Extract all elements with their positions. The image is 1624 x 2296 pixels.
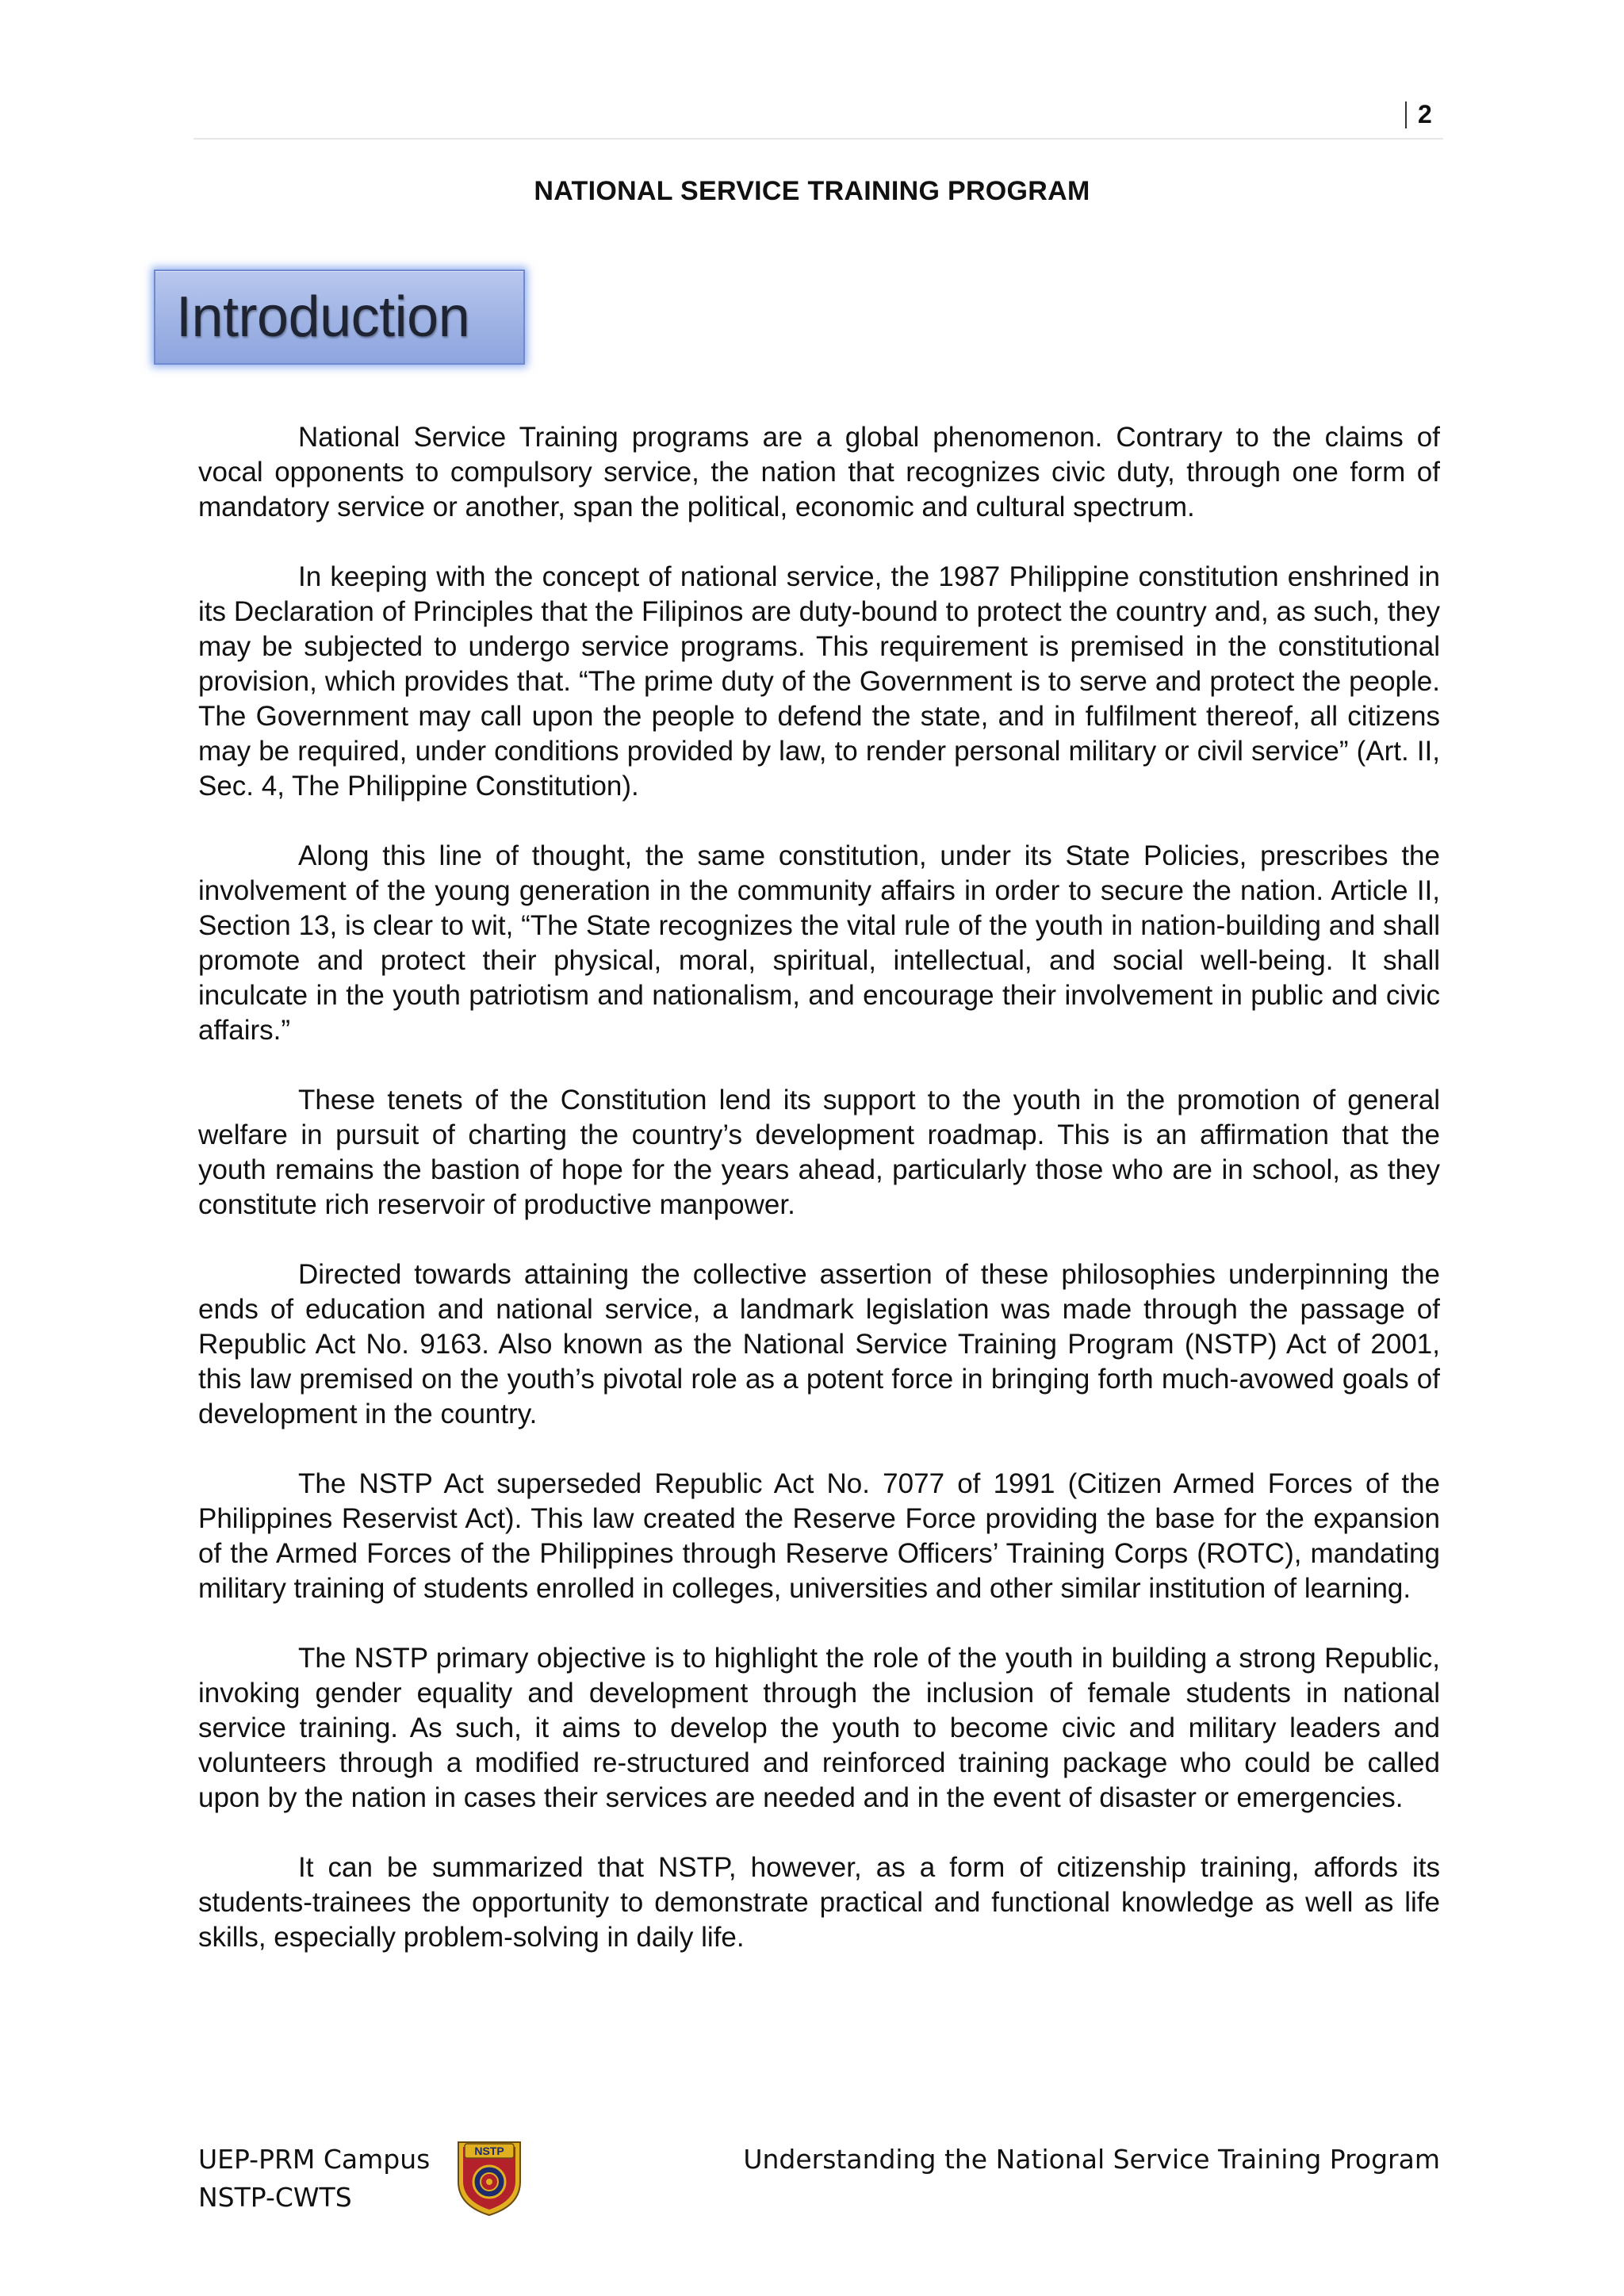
- logo-text: NSTP: [474, 2145, 504, 2157]
- paragraph: Directed towards attaining the collective assertion of these philosophies underpinning the ends of education and national service, a landmark legislation was made through the passage of Republic Act No. 9163. Also known as the National Service Training Program (NSTP) Act of 2001, this law premised on the youth’s pivotal role as a potent force in bringing forth much-avowed goals of development in the country.: [198, 1259, 1440, 1429]
- section-heading-box: [154, 270, 525, 365]
- body-text: [198, 420, 1440, 1990]
- paragraph: It can be summarized that NSTP, however, as a form of citizenship training, affords its students-trainees the opportunity to demonstrate practical and functional knowledge as well as life skills, especially problem-solving in daily life.: [198, 1852, 1440, 1953]
- paragraph: The NSTP primary objective is to highlight the role of the youth in building a strong Republic, invoking gender equality and development through the inclusion of female students in national service training. As such, it aims to develop the youth to become civic and military leaders and volunteers through a modified re-structured and reinforced training package who could be called upon by the nation in cases their services are needed and in the event of disaster or emergencies.: [198, 1643, 1440, 1813]
- paragraph: The NSTP Act superseded Republic Act No. 7077 of 1991 (Citizen Armed Forces of the Philippines Reservist Act). This law created the Reserve Force providing the base for the expansion of the Armed Forces of the Philippines through Reserve Officers’ Training Corps (ROTC), mandating military training of students enrolled in colleges, universities and other similar institution of learning.: [198, 1468, 1440, 1604]
- paragraph: These tenets of the Constitution lend its support to the youth in the promotion of general welfare in pursuit of charting the country’s development roadmap. This is an affirmation that the youth remains the bastion of hope for the years ahead, particularly those who are in school, as they constitute rich reservoir of productive manpower.: [198, 1085, 1440, 1220]
- paragraph: Along this line of thought, the same constitution, under its State Policies, prescribes the involvement of the young generation in the community affairs in order to secure the nation. Article II, Section 13, is clear to wit, “The State recognizes the vital rule of the youth in nation-building and shall promote and protect their physical, moral, spiritual, intellectual, and social well-being. It shall inculcate in the youth patriotism and nationalism, and encourage their involvement in public and civic affairs.”: [198, 840, 1440, 1046]
- footer-left: [198, 2141, 430, 2217]
- footer-document-title: Understanding the National Service Training Program: [743, 2144, 1440, 2175]
- footer: [198, 2141, 1440, 2236]
- footer-campus: UEP-PRM Campus: [198, 2144, 431, 2175]
- page-number-value: 2: [1418, 100, 1432, 128]
- paragraph: In keeping with the concept of national service, the 1987 Philippine constitution enshrined in its Declaration of Principles that the Filipinos are duty-bound to protect the country and, as such, they may be subjected to undergo service programs. This requirement is premised in the constitutional provision, which provides that. “The prime duty of the Government is to serve and protect the people. The Government may call upon the people to defend the state, and in fulfilment thereof, all citizens may be required, under conditions provided by law, to render personal military or civil service” (Art. II, Sec. 4, The Philippine Constitution).: [198, 561, 1440, 802]
- nstp-logo-icon: [454, 2136, 525, 2218]
- document-title: NATIONAL SERVICE TRAINING PROGRAM: [534, 176, 1090, 206]
- page-number-divider: [1405, 101, 1407, 128]
- page-number: [1405, 100, 1432, 129]
- section-heading: Introduction: [176, 285, 470, 349]
- paragraph: National Service Training programs are a global phenomenon. Contrary to the claims of vocal opponents to compulsory service, the nation that recognizes civic duty, through one form of mandatory service or another, span the political, economic and cultural spectrum.: [198, 422, 1440, 522]
- footer-program: NSTP-CWTS: [198, 2182, 352, 2213]
- header-rule: [193, 138, 1443, 140]
